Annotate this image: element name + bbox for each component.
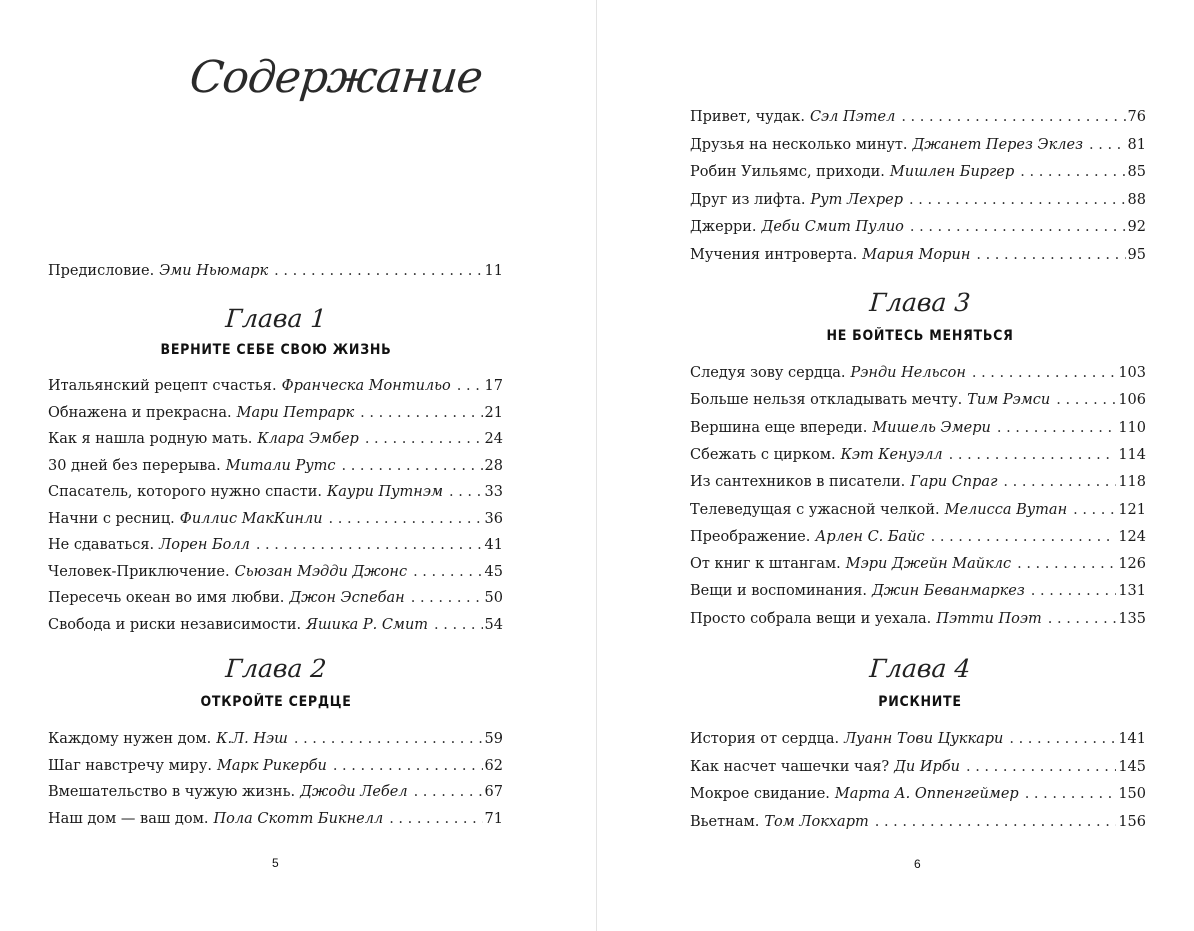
toc-entry[interactable]	[690, 472, 1146, 492]
entry-title: Из сантехников в писатели.	[690, 474, 906, 491]
dot-leader	[1009, 729, 1116, 749]
entry-page: 62	[484, 757, 503, 774]
chapter-label: Глава 2	[224, 654, 328, 683]
entry-page: 145	[1118, 758, 1146, 775]
entry-title: Мокрое свидание.	[690, 786, 830, 802]
dot-leader	[1025, 784, 1117, 804]
toc-entry[interactable]	[690, 135, 1146, 155]
toc-entry[interactable]	[690, 107, 1146, 127]
entry-title: Спасатель, которого нужно спасти.	[48, 484, 322, 500]
chapter-label: Глава 4	[868, 654, 972, 683]
dot-leader	[1048, 609, 1117, 629]
entry-page: 103	[1118, 365, 1146, 381]
toc-entry[interactable]	[690, 527, 1146, 547]
toc-entry[interactable]	[690, 363, 1146, 383]
entry-title: Не сдаваться.	[48, 537, 155, 553]
dot-leader	[365, 429, 483, 449]
entry-author: Том Локхарт	[764, 813, 869, 830]
dot-leader	[411, 588, 483, 608]
entry-page: 24	[484, 431, 503, 447]
left-page	[0, 0, 596, 931]
dot-leader	[389, 809, 482, 829]
entry-title: Вещи и воспоминания.	[690, 583, 868, 600]
toc-entry[interactable]	[690, 812, 1146, 832]
entry-title: Друг из лифта.	[690, 191, 806, 208]
right-page	[597, 0, 1194, 931]
toc-entry[interactable]	[690, 190, 1146, 210]
entry-author: Лорен Болл	[159, 537, 250, 553]
entry-author: Митали Рутс	[225, 457, 336, 474]
entry-title: Джерри.	[690, 219, 757, 235]
page-number: 6	[914, 857, 921, 871]
toc-entry[interactable]	[690, 500, 1146, 520]
dot-leader	[909, 190, 1126, 210]
entry-page: 17	[484, 378, 503, 394]
entry-page: 67	[484, 784, 503, 800]
entry-author: Тим Рэмси	[967, 392, 1051, 409]
chapter-label: Глава 3	[868, 288, 972, 317]
entry-title: 30 дней без перерыва.	[48, 457, 221, 474]
dot-leader	[1017, 554, 1116, 574]
entry-page: 135	[1118, 610, 1146, 627]
chapter-name: НЕ БОЙТЕСЬ МЕНЯТЬСЯ	[826, 328, 1014, 344]
dot-leader	[1056, 390, 1116, 410]
toc-entry[interactable]	[690, 162, 1146, 182]
entry-page: 21	[484, 404, 503, 421]
toc-entry[interactable]	[690, 757, 1146, 777]
entry-title: Мучения интроверта.	[690, 246, 858, 263]
entry-author: Джоди Лебел	[300, 784, 408, 800]
entry-title: Сбежать с цирком.	[690, 446, 836, 463]
entry-author: Луанн Тови Цуккари	[844, 731, 1004, 747]
toc-entry[interactable]	[690, 581, 1146, 601]
entry-author: Деби Смит Пулио	[761, 219, 904, 235]
entry-author: Пэтти Поэт	[936, 610, 1042, 627]
toc-entry[interactable]	[690, 418, 1146, 438]
entry-title: Телеведущая с ужасной челкой.	[690, 501, 940, 518]
dot-leader	[997, 418, 1116, 438]
entry-page: 110	[1118, 419, 1146, 436]
toc-entry[interactable]	[48, 615, 503, 635]
entry-page: 41	[484, 537, 503, 553]
toc-entry[interactable]	[48, 403, 503, 423]
entry-author: Мари Петрарк	[236, 404, 355, 421]
entry-title: Пересечь океан во имя любви.	[48, 590, 285, 606]
entry-author: Сэл Пэтел	[809, 109, 896, 125]
entry-title: От книг к штангам.	[690, 556, 841, 573]
entry-author: К.Л. Нэш	[216, 731, 288, 747]
entry-author: Клара Эмбер	[257, 431, 359, 447]
toc-title: Содержание	[187, 52, 485, 103]
entry-author: Яшика Р. Смит	[306, 616, 429, 633]
entry-title: Вмешательство в чужую жизнь.	[48, 784, 296, 800]
entry-page: 85	[1127, 164, 1146, 180]
entry-author: Сьюзан Мэдди Джонс	[234, 563, 408, 580]
dot-leader	[901, 107, 1125, 127]
entry-author: Джон Эспебан	[289, 590, 405, 606]
dot-leader	[256, 535, 483, 555]
toc-entry[interactable]	[48, 482, 503, 502]
entry-author: Мишлен Биргер	[889, 164, 1015, 180]
entry-title: Вершина еще впереди.	[690, 419, 868, 436]
entry-title: Человек-Приключение.	[48, 563, 230, 580]
entry-page: 131	[1118, 583, 1146, 600]
toc-entry[interactable]	[690, 390, 1146, 410]
chapter-label: Глава 1	[224, 304, 328, 333]
toc-entry[interactable]	[48, 535, 503, 555]
entry-title: Больше нельзя откладывать мечту.	[690, 392, 963, 409]
dot-leader	[434, 615, 483, 635]
dot-leader	[931, 527, 1117, 547]
entry-title: Робин Уильямс, приходи.	[690, 164, 885, 180]
entry-author: Мария Морин	[862, 246, 971, 263]
entry-author: Мишель Эмери	[872, 419, 991, 436]
entry-title: Обнажена и прекрасна.	[48, 404, 232, 421]
entry-title: Привет, чудак.	[690, 109, 805, 125]
entry-page: 54	[484, 616, 503, 633]
entry-title: Каждому нужен дом.	[48, 731, 212, 747]
dot-leader	[1073, 500, 1116, 520]
toc-entry[interactable]	[48, 562, 503, 582]
toc-entry[interactable]	[48, 782, 503, 802]
entry-author: Кэт Кенуэлл	[840, 446, 943, 463]
chapter-name: ОТКРОЙТЕ СЕРДЦЕ	[200, 694, 352, 710]
entry-page: 126	[1118, 556, 1146, 573]
entry-author: Рут Лехрер	[810, 191, 904, 208]
entry-page: 71	[484, 810, 503, 827]
dot-leader	[1003, 472, 1116, 492]
entry-author: Мелисса Вутан	[944, 501, 1068, 518]
entry-title: Шаг навстречу миру.	[48, 757, 212, 774]
entry-title: Друзья на несколько минут.	[690, 136, 908, 153]
entry-author: Джин Беванмаркез	[872, 583, 1025, 600]
entry-page: 36	[484, 510, 503, 527]
entry-title: Как я нашла родную мать.	[48, 431, 253, 447]
chapter-name: РИСКНИТЕ	[878, 694, 962, 710]
chapter-name: ВЕРНИТЕ СЕБЕ СВОЮ ЖИЗНЬ	[160, 342, 392, 358]
dot-leader	[875, 812, 1117, 832]
dot-leader	[457, 376, 483, 396]
entry-page: 92	[1127, 219, 1146, 235]
dot-leader	[1089, 135, 1126, 155]
entry-page: 150	[1118, 786, 1146, 802]
entry-title: Следуя зову сердца.	[690, 365, 846, 381]
entry-page: 50	[484, 590, 503, 606]
toc-entry[interactable]	[690, 217, 1146, 237]
entry-page: 88	[1127, 191, 1146, 208]
toc-entry[interactable]	[48, 429, 503, 449]
dot-leader	[274, 261, 482, 281]
entry-author: Марта А. Оппенгеймер	[834, 786, 1019, 802]
entry-page: 124	[1118, 528, 1146, 545]
entry-title: Преображение.	[690, 528, 811, 545]
entry-title: История от сердца.	[690, 731, 840, 747]
toc-entry[interactable]	[48, 729, 503, 749]
entry-author: Ди Ирби	[894, 758, 960, 775]
entry-page: 141	[1118, 731, 1146, 747]
toc-entry[interactable]	[48, 809, 503, 829]
dot-leader	[333, 756, 483, 776]
toc-entry-preface[interactable]	[48, 261, 503, 281]
toc-entry[interactable]	[48, 376, 503, 396]
dot-leader	[342, 456, 483, 476]
entry-page: 118	[1118, 474, 1146, 491]
entry-title: Вьетнам.	[690, 813, 760, 830]
page-number: 5	[272, 856, 279, 870]
entry-page: 156	[1118, 813, 1146, 830]
dot-leader	[413, 562, 482, 582]
dot-leader	[1031, 581, 1117, 601]
entry-author: Арлен С. Байс	[815, 528, 925, 545]
toc-entry[interactable]	[690, 609, 1146, 629]
dot-leader	[966, 757, 1116, 777]
entry-title: Как насчет чашечки чая?	[690, 758, 890, 775]
entry-page: 76	[1127, 109, 1146, 125]
toc-entry[interactable]	[690, 554, 1146, 574]
entry-author: Мэри Джейн Майклс	[845, 556, 1012, 573]
entry-page: 33	[484, 484, 503, 500]
entry-page: 45	[484, 563, 503, 580]
entry-page: 28	[484, 457, 503, 474]
entry-author: Джанет Перез Эклез	[912, 136, 1084, 153]
entry-page: 114	[1118, 446, 1146, 463]
dot-leader	[976, 245, 1125, 265]
dot-leader	[910, 217, 1126, 237]
entry-author: Пола Скотт Бикнелл	[213, 810, 384, 827]
entry-author: Филлис МакКинли	[179, 510, 323, 527]
entry-title: Просто собрала вещи и уехала.	[690, 610, 932, 627]
entry-page: 106	[1118, 392, 1146, 409]
entry-author: Эми Ньюмарк	[159, 263, 269, 279]
entry-title: Итальянский рецепт счастья.	[48, 378, 277, 394]
entry-title: Свобода и риски независимости.	[48, 616, 302, 633]
entry-page: 121	[1118, 501, 1146, 518]
dot-leader	[294, 729, 483, 749]
entry-title: Предисловие.	[48, 263, 155, 279]
toc-entry[interactable]	[48, 509, 503, 529]
entry-author: Рэнди Нельсон	[850, 365, 966, 381]
dot-leader	[360, 403, 482, 423]
toc-entry[interactable]	[690, 245, 1146, 265]
entry-page: 95	[1127, 246, 1146, 263]
entry-page: 81	[1127, 136, 1146, 153]
toc-entry[interactable]	[690, 445, 1146, 465]
toc-entry[interactable]	[48, 756, 503, 776]
toc-entry[interactable]	[690, 729, 1146, 749]
entry-author: Каури Путнэм	[326, 484, 443, 500]
dot-leader	[949, 445, 1117, 465]
entry-author: Марк Рикерби	[216, 757, 327, 774]
entry-author: Франческа Монтильо	[281, 378, 451, 394]
dot-leader	[414, 782, 483, 802]
toc-entry[interactable]	[690, 784, 1146, 804]
entry-page: 11	[484, 263, 503, 279]
entry-title: Наш дом — ваш дом.	[48, 810, 209, 827]
dot-leader	[972, 363, 1116, 383]
dot-leader	[449, 482, 483, 502]
toc-entry[interactable]	[48, 456, 503, 476]
toc-entry[interactable]	[48, 588, 503, 608]
entry-title: Начни с ресниц.	[48, 510, 175, 527]
dot-leader	[1020, 162, 1125, 182]
dot-leader	[329, 509, 483, 529]
entry-author: Гари Спраг	[910, 474, 998, 491]
entry-page: 59	[484, 731, 503, 747]
